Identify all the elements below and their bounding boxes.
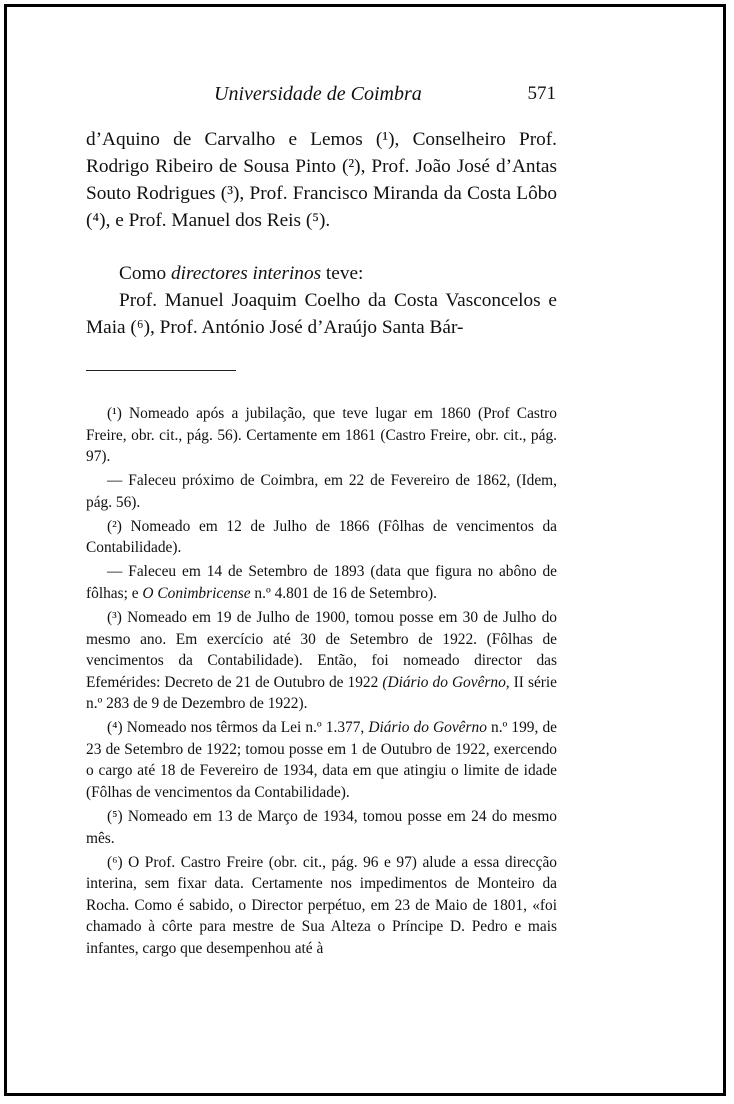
interim-heading-prefix: Como	[119, 263, 171, 284]
footnote-2-italic: O Conimbricense	[142, 584, 251, 602]
footnote-4-text: (⁴) Nomeado nos têrmos da Lei n.º 1.377,	[107, 719, 369, 737]
footnote-2-continued	[86, 561, 557, 604]
footnote-1: (¹) Nomeado após a jubilação, que teve lugar em 1860 (Prof Castro Freire, obr. cit., pág. 56). Certamente em 1861 (Castro Freire, obr. cit., pág. 97).	[86, 405, 557, 466]
footnote-4	[86, 717, 557, 803]
interim-heading-italic: directores interinos	[170, 263, 322, 284]
footnote-1-continued: — Faleceu próximo de Coimbra, em 22 de Fevereiro de 1862, (Idem, pág. 56).	[86, 472, 557, 511]
footnote-3	[86, 607, 557, 715]
footnote-2-text: — Faleceu em 14 de Setembro de 1893 (data que figura no abôno de fôlhas; e	[86, 563, 557, 602]
footnote-3-text: (³) Nomeado em 19 de Julho de 1900, tomou posse em 30 de Julho do mesmo ano. Em exercício até 30 de Setembro de 1922. (Fôlhas de vencimentos da Contabilidade). Então, foi nomeado director das Efemérides: Decreto de 21 de Outubro de 1922	[86, 608, 557, 691]
footnote-6: (⁶) O Prof. Castro Freire (obr. cit., pág. 96 e 97) alude a essa direcção interina, sem fixar data. Certamente nos impedimentos de Monteiro da Rocha. Como é sabido, o Director perpétuo, em 23 de Maio de 1801, «foi chamado à côrte para mestre de Sua Alteza o Príncipe D. Pedro e mais infantes, cargo que desempenhou até à	[86, 853, 557, 957]
page-number: 571	[527, 83, 556, 104]
footnote-4-text-end: n.º 199, de 23 de Setembro de 1922; tomou posse em 1 de Outubro de 1922, exercendo o cargo até 18 de Fevereiro de 1934, data em que atingiu o limite de idade (Fôlhas de vencimentos da Contabilidade).	[86, 719, 557, 802]
main-text	[86, 126, 557, 341]
running-header	[86, 83, 556, 109]
footnote-separator	[86, 370, 236, 371]
footnote-5: (⁵) Nomeado em 13 de Março de 1934, tomou posse em 24 do mesmo mês.	[86, 808, 557, 847]
footnote-2: (²) Nomeado em 12 de Julho de 1866 (Fôlhas de vencimentos da Contabilidade).	[86, 517, 557, 557]
paragraph-directors: d’Aquino de Carvalho e Lemos (¹), Conselheiro Prof. Rodrigo Ribeiro de Sousa Pinto (²), Prof. João José d’Antas Souto Rodrigues (³), Prof. Francisco Miranda da Costa Lôbo (⁴), e Prof. Manuel dos Reis (⁵).	[86, 129, 557, 231]
interim-heading-suffix: teve:	[321, 263, 364, 284]
paragraph-interim-directors: Prof. Manuel Joaquim Coelho da Costa Vasconcelos e Maia (⁶), Prof. António José d’Araújo Santa Bár-	[86, 290, 557, 338]
footnote-4-italic: Diário do Govêrno	[368, 719, 487, 737]
paragraph-interim-heading	[86, 260, 557, 287]
footnotes	[86, 403, 557, 962]
footnote-3-text-end: II série n.º 283 de 9 de Dezembro de 1922).	[86, 673, 558, 713]
running-title: Universidade de Coimbra	[214, 83, 422, 105]
footnote-3-italic: (Diário do Govêrno,	[382, 673, 510, 691]
footnote-2-text-end: n.º 4.801 de 16 de Setembro).	[250, 584, 438, 602]
